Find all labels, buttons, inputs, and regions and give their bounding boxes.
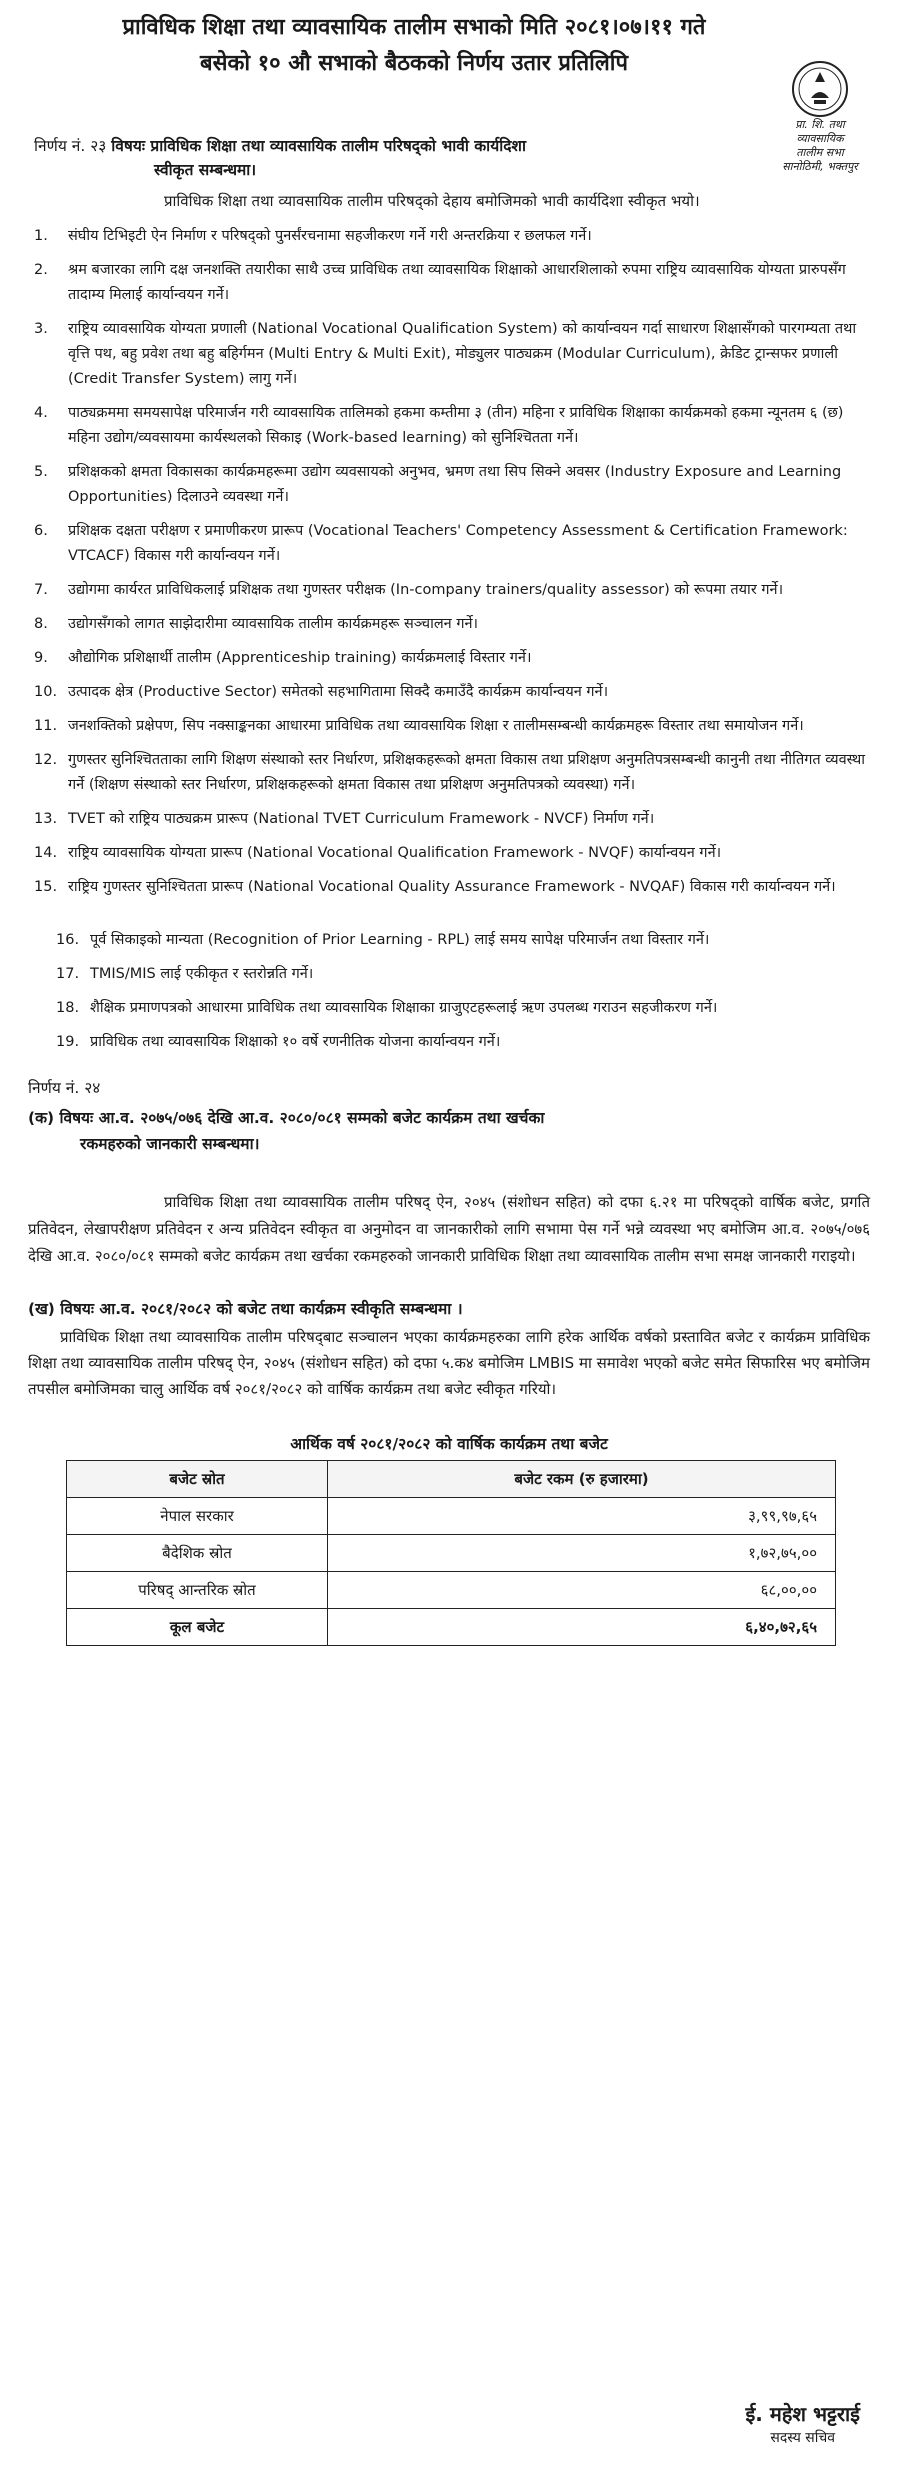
decision-23-subject-cont: स्वीकृत सम्बन्धमा। <box>154 161 257 179</box>
list-item: 13. TVET को राष्ट्रिय पाठ्यक्रम प्रारूप (National TVET Curriculum Framework - NVCF) निर्माण गर्ने। <box>34 811 655 827</box>
decision-24 <box>28 1075 870 1646</box>
list-item: 11. जनशक्तिको प्रक्षेपण, सिप नक्साङ्कनका आधारमा प्राविधिक तथा व्यावसायिक शिक्षा र तालीमसम्बन्धी कार्यक्रमहरू विस्तार तथा समायोजन गर्ने। <box>34 718 804 734</box>
signatory-name: ई. महेश भट्टराई <box>745 2402 860 2426</box>
budget-amount: ३,९९,९७,६५ <box>328 1498 836 1535</box>
official-seal <box>772 60 868 174</box>
list-item: 15. राष्ट्रिय गुणस्तर सुनिश्चितता प्रारूप (National Vocational Quality Assurance Framework - NVQAF) विकास गरी कार्यान्वयन गर्ने। <box>34 879 836 895</box>
budget-amount: ६,४०,७२,६५ <box>328 1609 836 1646</box>
header-line-2: बसेको १० औ सभाको बैठकको निर्णय उतार प्रतिलिपि <box>200 51 628 76</box>
budget-amount: ६८,००,०० <box>328 1572 836 1609</box>
budget-source: परिषद् आन्तरिक स्रोत <box>67 1572 328 1609</box>
decision-24-number: निर्णय नं. २४ <box>28 1079 101 1097</box>
header-line-1: प्राविधिक शिक्षा तथा व्यावसायिक तालीम सभाको मिति २०८१।०७।११ गते <box>122 15 706 40</box>
budget-source: नेपाल सरकार <box>67 1498 328 1535</box>
budget-table-caption: आर्थिक वर्ष २०८१/२०८२ को वार्षिक कार्यक्रम तथा बजेट <box>290 1435 608 1453</box>
list-item: 19. प्राविधिक तथा व्यावसायिक शिक्षाको १० वर्षे रणनीतिक योजना कार्यान्वयन गर्ने। <box>56 1034 501 1050</box>
list-item: 14. राष्ट्रिय व्यावसायिक योग्यता प्रारूप (National Vocational Qualification Framework - NVQF) कार्यान्वयन गर्ने। <box>34 845 722 861</box>
budget-source: कूल बजेट <box>67 1609 328 1646</box>
table-row <box>67 1498 836 1535</box>
list-item: 9. औद्योगिक प्रशिक्षार्थी तालीम (Apprenticeship training) कार्यक्रमलाई विस्तार गर्ने। <box>34 650 532 666</box>
budget-source: बैदेशिक स्रोत <box>67 1535 328 1572</box>
decision-24-paragraph-b: प्राविधिक शिक्षा तथा व्यावसायिक तालीम परिषद्‌बाट सञ्चालन भएका कार्यक्रमहरुका लागि हरेक आर्थिक वर्षको प्रस्तावित बजेट र कार्यक्रम प्राविधिक शिक्षा तथा व्यावसायिक तालीम परिषद् ऐन, २०४५ (संशोधन सहित) को दफा ५.क४ बमोजिम LMBIS मा समावेश भएको बजेट समेत सिफारिस भए बमोजिम तपसील बमोजिमका चालु आर्थिक वर्ष २०८१/२०८२ को वार्षिक कार्यक्रम तथा बजेट स्वीकृत गरियो। <box>28 1328 870 1398</box>
column-header-amount: बजेट रकम (रु हजारमा) <box>328 1461 836 1498</box>
decision-24-subject-b: (ख) विषयः आ.व. २०८१/२०८२ को बजेट तथा कार्यक्रम स्वीकृति सम्बन्धमा । <box>28 1300 463 1318</box>
list-item: 10. उत्पादक क्षेत्र (Productive Sector) समेतको सहभागितामा सिक्दै कमाउँदै कार्यक्रम कार्यान्वयन गर्ने। <box>34 684 609 700</box>
signatory-title: सदस्य सचिव <box>770 2430 836 2446</box>
decision-24-paragraph-a: प्राविधिक शिक्षा तथा व्यावसायिक तालीम परिषद् ऐन, २०४५ (संशोधन सहित) को दफा ६.२१ मा परिषद्‌को वार्षिक बजेट, प्रगति प्रतिवेदन, लेखापरीक्षण प्रतिवेदन र अन्य प्रतिवेदन स्वीकृत वा अनुमोदन वा जानकारीको लागि सभामा पेस गर्ने भन्ने व्यवस्था भए बमोजिम आ.व. २०७५/०७६ देखि आ.व. २०८०/०८१ सम्मको बजेट कार्यक्रम तथा खर्चका रकमहरुको जानकारी प्राविधिक शिक्षा तथा व्यावसायिक तालीम सभा समक्ष जानकारी गराइयो। <box>28 1193 870 1265</box>
table-row <box>67 1572 836 1609</box>
decision-23-list <box>28 224 870 900</box>
list-item: 1. संघीय टिभिइटी ऐन निर्माण र परिषद्‌को पुनर्संरचनामा सहजीकरण गर्ने गरी अन्तरक्रिया र छलफल गर्ने। <box>34 228 592 244</box>
budget-amount: १,७२,७५,०० <box>328 1535 836 1572</box>
list-item: 18. शैक्षिक प्रमाणपत्रको आधारमा प्राविधिक तथा व्यावसायिक शिक्षाका ग्राजुएटहरूलाई ऋण उपलब्ध गराउन सहजीकरण गर्ने। <box>56 1000 718 1016</box>
decision-23 <box>28 134 870 1055</box>
decision-24-subject-a: (क) विषयः आ.व. २०७५/०७६ देखि आ.व. २०८०/०८१ सम्मको बजेट कार्यक्रम तथा खर्चका रकमहरुको जानकारी सम्बन्धमा। <box>28 1109 545 1153</box>
table-header-row <box>67 1461 836 1498</box>
table-row <box>67 1535 836 1572</box>
decision-23-list-continued <box>50 928 870 1055</box>
list-item: 4. पाठ्यक्रममा समयसापेक्ष परिमार्जन गरी व्यावसायिक तालिमको हकमा कम्तीमा ३ (तीन) महिना र प्राविधिक शिक्षाका कार्यक्रमको हकमा न्यूनतम ६ (छ) महिना उद्योग/व्यवसायमा कार्यस्थलको सिकाइ (Work-based learning) को सुनिश्चितता गर्ने। <box>34 405 844 446</box>
list-item: 12. गुणस्तर सुनिश्चितताका लागि शिक्षण संस्थाको स्तर निर्धारण, प्रशिक्षकहरूको क्षमता विकास तथा प्रशिक्षण अनुमतिपत्रसम्बन्धी कानुनी तथा नीतिगत व्यवस्था गर्ने (शिक्षण संस्थाको स्तर निर्धारण, प्रशिक्षकहरूको क्षमता विकास तथा प्रशिक्षण अनुमतिपत्रको व्यवस्था) गर्ने। <box>34 752 866 793</box>
signature-block <box>745 2400 860 2448</box>
decision-23-number: निर्णय नं. २३ <box>34 137 107 155</box>
list-item: 16. पूर्व सिकाइको मान्यता (Recognition of Prior Learning - RPL) लाई समय सापेक्ष परिमार्जन तथा विस्तार गर्ने। <box>56 932 710 948</box>
seal-text-1: प्रा. शि. तथा व्यावसायिक <box>795 118 845 145</box>
list-item: 5. प्रशिक्षकको क्षमता विकासका कार्यक्रमहरूमा उद्योग व्यवसायको अनुभव, भ्रमण तथा सिप सिक्ने अवसर (Industry Exposure and Learning Opportunities) दिलाउने व्यवस्था गर्ने। <box>34 464 842 505</box>
decision-23-subject: विषयः प्राविधिक शिक्षा तथा व्यावसायिक तालीम परिषद्‌को भावी कार्यदिशा <box>111 137 526 155</box>
decision-23-intro: प्राविधिक शिक्षा तथा व्यावसायिक तालीम परिषद्‌को देहाय बमोजिमको भावी कार्यदिशा स्वीकृत भयो। <box>164 192 700 210</box>
seal-text-2: तालीम सभा <box>796 146 844 159</box>
list-item: 3. राष्ट्रिय व्यावसायिक योग्यता प्रणाली (National Vocational Qualification System) को कार्यान्वयन गर्दा साधारण शिक्षासँगको पारगम्यता तथा वृत्ति पथ, बहु प्रवेश तथा बहु बहिर्गमन (Multi Entry & Multi Exit), मोड्युलर पाठ्यक्रम (Modular Curriculum), क्रेडिट ट्रान्सफर प्रणाली (Credit Transfer System) लागु गर्ने। <box>34 321 857 387</box>
list-item: 8. उद्योगसँगको लागत साझेदारीमा व्यावसायिक तालीम कार्यक्रमहरू सञ्चालन गर्ने। <box>34 616 479 632</box>
list-item: 17. TMIS/MIS लाई एकीकृत र स्तरोन्नति गर्ने। <box>56 966 314 982</box>
decision-23-heading <box>34 134 870 182</box>
column-header-source: बजेट स्रोत <box>67 1461 328 1498</box>
list-item: 6. प्रशिक्षक दक्षता परीक्षण र प्रमाणीकरण प्रारूप (Vocational Teachers' Competency Assessment & Certification Framework: VTCACF) विकास गरी कार्यान्वयन गर्ने। <box>34 523 848 564</box>
nepal-emblem-icon <box>791 60 849 118</box>
budget-table <box>66 1460 836 1646</box>
list-item: 2. श्रम बजारका लागि दक्ष जनशक्ति तयारीका साथै उच्च प्राविधिक तथा व्यावसायिक शिक्षाको आधारशिलाको रुपमा राष्ट्रिय व्यावसायिक योग्यता प्रारुपसँग तादाम्य मिलाई कार्यान्वयन गर्ने। <box>34 262 846 303</box>
seal-text-3: सानोठिमी, भक्तपुर <box>782 160 858 173</box>
table-row-total <box>67 1609 836 1646</box>
list-item: 7. उद्योगमा कार्यरत प्राविधिकलाई प्रशिक्षक तथा गुणस्तर परीक्षक (In-company trainers/quality assessor) को रूपमा तयार गर्ने। <box>34 582 784 598</box>
